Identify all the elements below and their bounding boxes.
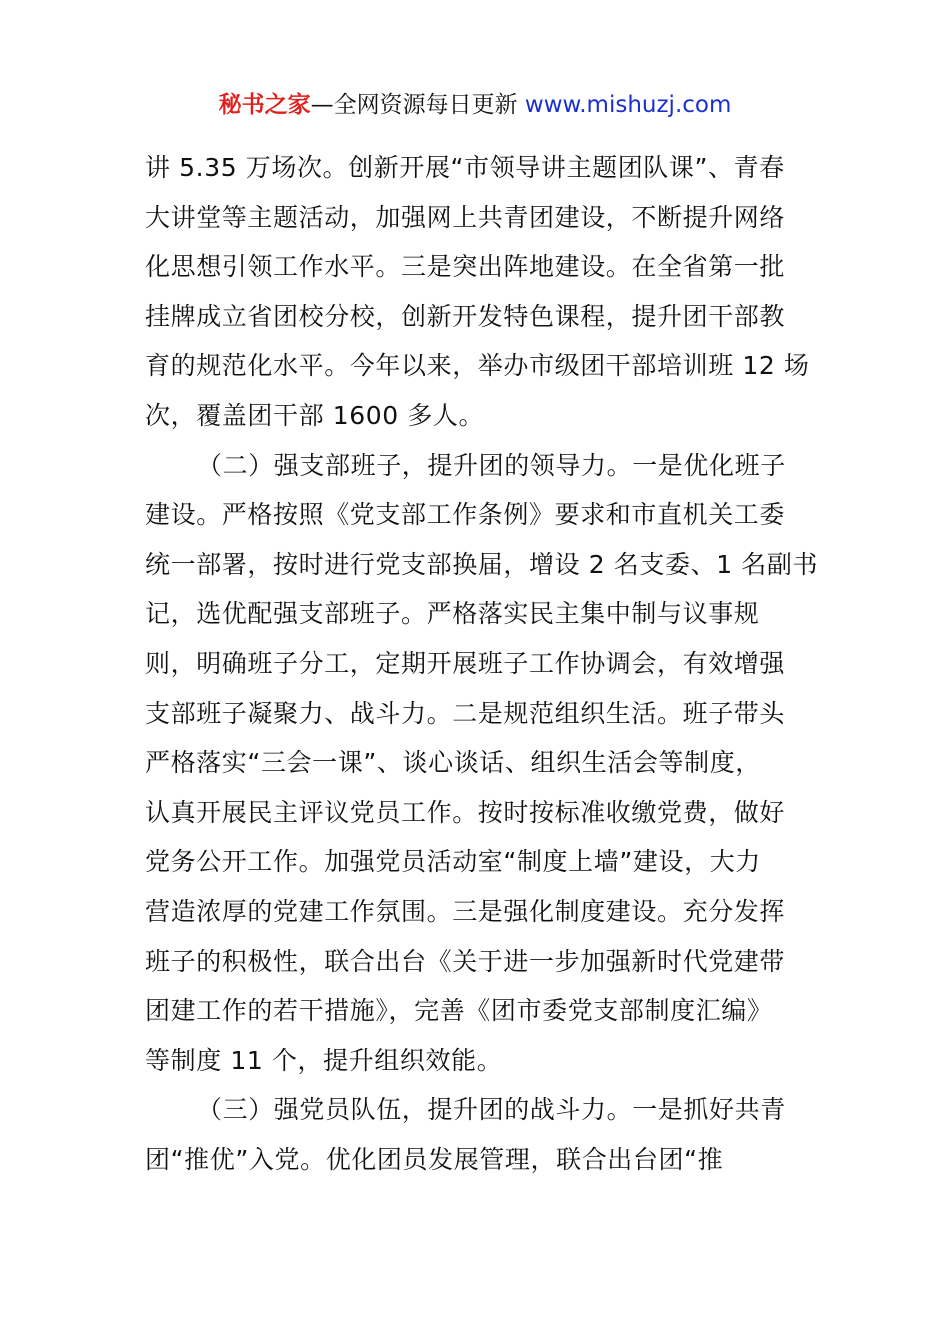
section-heading-line: （二）强支部班子，提升团的领导力。一是优化班子 [197, 450, 786, 480]
text-line: 育的规范化水平。今年以来，举办市级团干部培训班 12 场 [145, 351, 810, 381]
text-line: 建设。严格按照《党支部工作条例》要求和市直机关工委 [145, 500, 786, 530]
text-line: 挂牌成立省团校分校，创新开发特色课程，提升团干部教 [145, 301, 786, 331]
text-line: 统一部署，按时进行党支部换届，增设 2 名支委、1 名副书 [145, 549, 819, 579]
text-line: 记，选优配强支部班子。严格落实民主集中制与议事规 [145, 599, 760, 629]
text-line: 班子的积极性，联合出台《关于进一步加强新时代党建带 [145, 946, 786, 976]
page-header [0, 88, 950, 122]
text-line: 支部班子凝聚力、战斗力。二是规范组织生活。班子带头 [145, 698, 786, 728]
section-heading-line: （三）强党员队伍，提升团的战斗力。一是抓好共青 [197, 1095, 786, 1125]
text-line: 团建工作的若干措施》，完善《团市委党支部制度汇编》 [145, 996, 773, 1026]
header-separator: — [310, 92, 334, 118]
header-tagline: 全网资源每日更新 [333, 92, 518, 118]
website-link[interactable]: www.mishuzj.com [524, 92, 732, 118]
text-line: 次，覆盖团干部 1600 多人。 [145, 400, 485, 430]
text-line: 等制度 11 个，提升组织效能。 [145, 1045, 503, 1075]
text-line: 营造浓厚的党建工作氛围。三是强化制度建设。充分发挥 [145, 896, 786, 926]
document-body [145, 143, 819, 1184]
brand-name: 秘书之家 [218, 92, 311, 118]
text-line: 团“推优”入党。优化团员发展管理，联合出台团“推 [145, 1144, 724, 1174]
text-line: 认真开展民主评议党员工作。按时按标准收缴党费，做好 [145, 797, 786, 827]
text-line: 严格落实“三会一课”、谈心谈话、组织生活会等制度， [145, 748, 761, 778]
text-line: 讲 5.35 万场次。创新开展“市领导讲主题团队课”、青春 [145, 153, 785, 182]
text-line: 则，明确班子分工，定期开展班子工作协调会，有效增强 [145, 648, 786, 678]
text-line: 大讲堂等主题活动，加强网上共青团建设，不断提升网络 [145, 202, 786, 232]
text-line: 党务公开工作。加强党员活动室“制度上墙”建设，大力 [145, 847, 761, 877]
text-line: 化思想引领工作水平。三是突出阵地建设。在全省第一批 [145, 252, 786, 282]
